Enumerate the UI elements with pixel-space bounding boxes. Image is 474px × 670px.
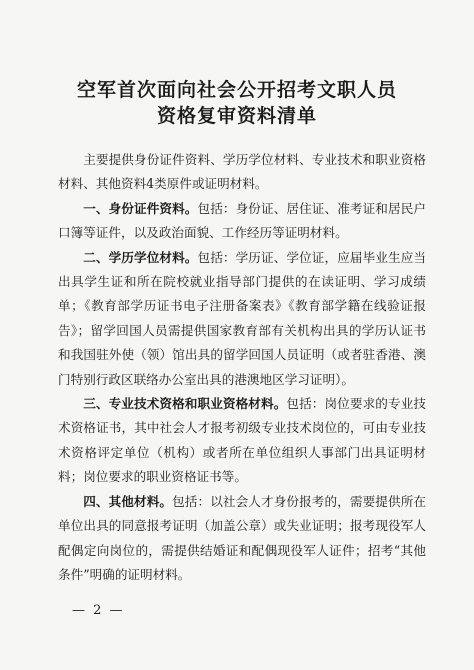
page-number: — 2 — xyxy=(72,603,125,618)
document-title-line1: 空军首次面向社会公开招考文职人员 xyxy=(76,79,397,101)
document-title-line2: 资格复审资料清单 xyxy=(156,105,317,127)
section-other xyxy=(58,490,426,588)
section-other-heading: 四、其他材料。 xyxy=(83,493,173,509)
intro-paragraph xyxy=(58,148,426,197)
section-identity xyxy=(58,197,426,246)
section-qualification xyxy=(58,392,426,490)
section-identity-text: 包括：身份证、居住证、准考证和居民户口簿等证件，以及政治面貌、工作经历等证明材料。 xyxy=(58,200,427,241)
section-identity-heading: 一、身份证件资料。 xyxy=(83,200,198,216)
section-qualification-text: 包括：岗位要求的专业技术资格证书，其中社会人才报考初级专业技术岗位的，可由专业技术资格评定单位（机构）或者所在单位组织人事部门出具证明材料；岗位要求的职业资格证书等。 xyxy=(58,396,427,485)
intro-text: 主要提供身份证件资料、学历学位材料、专业技术和职业资格材料、其他资料4类原件或证明材料。 xyxy=(58,152,426,192)
section-education xyxy=(58,246,426,392)
section-education-heading: 二、学历学位材料。 xyxy=(83,249,198,265)
section-education-text: 包括：学历证、学位证，应届毕业生应当出具学生证和所在院校就业指导部门提供的在读证明、学习成绩单；《教育部学历证书电子注册备案表》《教育部学籍在线验证报告》；留学回国人员需提供国家教育部有关机构出具的学历认证书和我国驻外使（领）馆出具的留学回国人员证明（或者驻香港、澳门特别行政区联络办公室出具的港澳地区学习证明）。 xyxy=(58,249,427,387)
section-other-text: 包括：以社会人才身份报考的，需要提供所在单位出具的同意报考证明（加盖公章）或失业证明；报考现役军人配偶定向岗位的，需提供结婚证和配偶现役军人证件；招考“其他条件”明确的证明材料。 xyxy=(58,493,427,582)
section-qualification-heading: 三、专业技术资格和职业资格材料。 xyxy=(83,396,287,412)
document-body xyxy=(58,148,426,587)
